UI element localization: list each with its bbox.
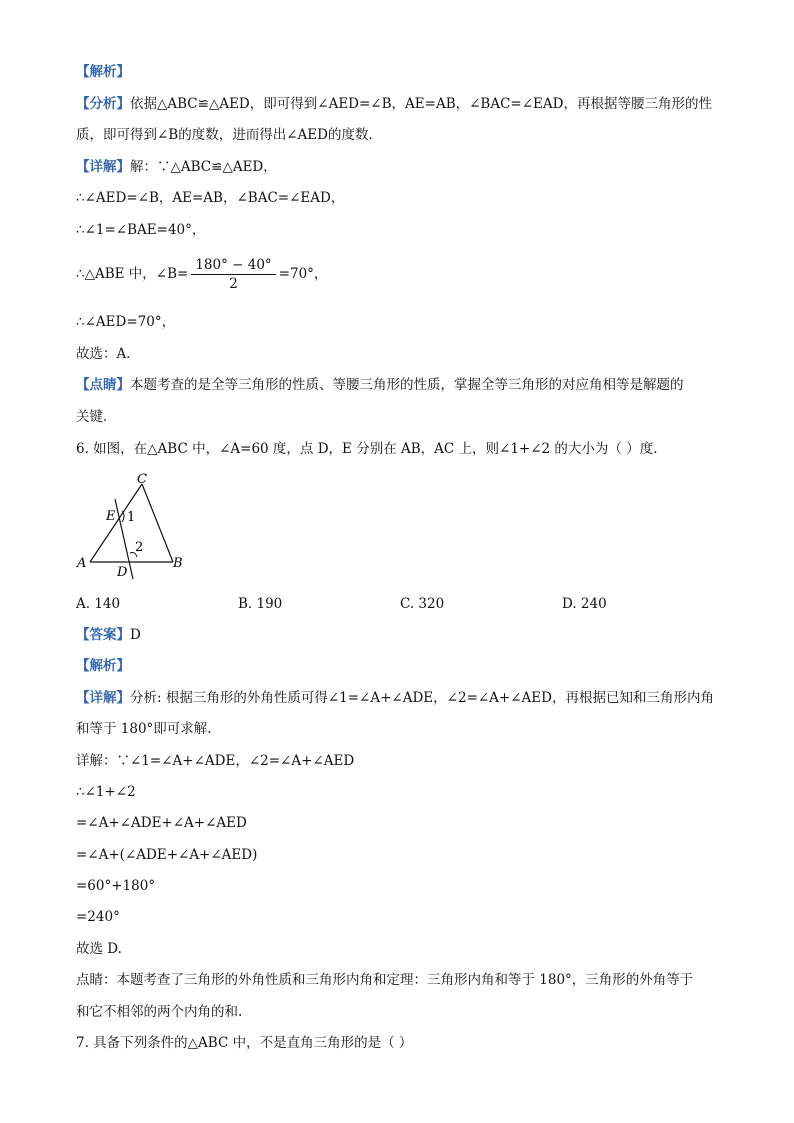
q6-option-a: A. 140 [76, 596, 121, 612]
q6-option-c: C. 320 [400, 596, 445, 612]
tag-daan: 【答案】 [76, 627, 130, 643]
q5-detail-line-2: ∴∠AED=∠B，AE=AB，∠BAC=∠EAD， [76, 190, 345, 206]
q5-detail-line-5: ∴∠AED=70°， [76, 314, 176, 330]
fraction [191, 256, 275, 293]
q6-step-4: =∠A+(∠ADE+∠A+∠AED) [76, 847, 258, 863]
tag-fenxi: 【分析】 [76, 96, 130, 112]
q5-comment-line-1: 【点睛】本题考查的是全等三角形的性质、等腰三角形的性质，掌握全等三角形的对应角相等是解题的 [76, 377, 684, 393]
q5-choose: 故选：A． [76, 346, 140, 362]
q6-choose: 故选 D. [76, 941, 122, 957]
q6-option-b: B. 190 [238, 596, 283, 612]
q5-analysis-line-2: 质，即可得到∠B的度数，进而得出∠AED的度数． [76, 127, 382, 143]
tag-xiangjie: 【详解】 [76, 159, 130, 175]
q6-detail-line-1: 【详解】分析: 根据三角形的外角性质可得∠1=∠A+∠ADE，∠2=∠A+∠AED，再根据已知和三角形内角 [76, 690, 714, 706]
q6-detail-line-2: 和等于 180°即可求解. [76, 721, 212, 737]
label-A: A [77, 556, 87, 571]
fraction-denominator: 2 [229, 276, 238, 292]
label-B: B [173, 556, 183, 571]
label-angle-1: 1 [127, 510, 136, 525]
q6-step-1: 详解：∵∠1=∠A+∠ADE，∠2=∠A+∠AED [76, 753, 355, 769]
fraction-numerator: 180° − 40° [191, 256, 275, 275]
q6-triangle-figure [70, 465, 200, 585]
q6-tag-jiexi: 【解析】 [76, 658, 130, 674]
q6-stem: 6. 如图，在△ABC 中，∠A=60 度，点 D，E 分别在 AB，AC 上，则∠1+∠2 的大小为（ ）度. [76, 441, 658, 457]
label-E: E [106, 509, 116, 524]
label-D: D [117, 565, 128, 580]
q5-comment-line-2: 关键． [76, 409, 117, 425]
q6-option-d: D. 240 [562, 596, 607, 612]
q6-step-3: =∠A+∠ADE+∠A+∠AED [76, 815, 247, 831]
q5-analysis-line-1: 【分析】依据△ABC≌△AED，即可得到∠AED=∠B，AE=AB，∠BAC=∠EAD，再根据等腰三角形的性 [76, 96, 712, 112]
q6-answer: 【答案】D [76, 627, 141, 643]
tag-dianjing: 【点睛】 [76, 377, 130, 393]
label-C: C [137, 472, 147, 487]
q6-comment-line-1: 点睛：本题考查了三角形的外角性质和三角形内角和定理：三角形内角和等于 180°，三角形的外角等于 [76, 972, 694, 988]
section-tag-jiexi: 【解析】 [76, 64, 130, 80]
q5-detail-line-1: 【详解】解：∵△ABC≌△AED， [76, 159, 277, 175]
q7-stem: 7. 具备下列条件的△ABC 中，不是直角三角形的是（ ） [76, 1035, 413, 1051]
q5-detail-line-3: ∴∠1=∠BAE=40°， [76, 222, 206, 238]
q6-step-5: =60°+180° [76, 878, 156, 894]
q5-detail-line-4: ∴△ABE 中，∠B= $\frac{180^\circ - 40^\circ}{2}$ =70°， [76, 257, 328, 292]
label-angle-2: 2 [135, 540, 144, 555]
q6-step-2: ∴∠1+∠2 [76, 784, 136, 800]
q6-step-6: =240° [76, 909, 120, 925]
q6-comment-line-2: 和它不相邻的两个内角的和. [76, 1004, 243, 1020]
